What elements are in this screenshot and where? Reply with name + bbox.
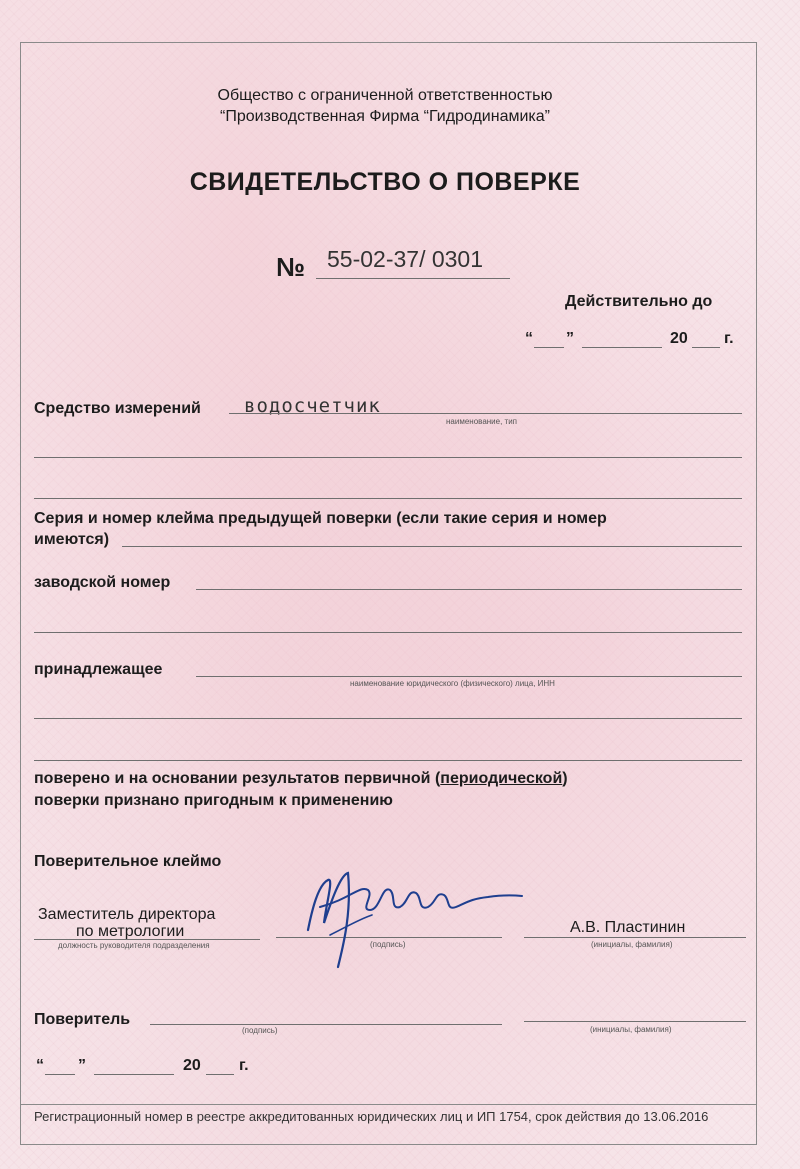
- deputy-name-caption: (инициалы, фамилия): [591, 940, 673, 949]
- valid-day-blank: [534, 347, 564, 348]
- stamp-label: Поверительное клеймо: [34, 853, 222, 870]
- number-sign: №: [276, 252, 305, 282]
- instrument-caption: наименование, тип: [446, 417, 518, 426]
- document-title: СВИДЕТЕЛЬСТВО О ПОВЕРКЕ: [189, 168, 581, 196]
- owner-underline: [196, 676, 742, 677]
- valid-until-label: Действительно до: [565, 293, 713, 310]
- sign-year-prefix: 20: [183, 1057, 201, 1074]
- deputy-name: А.В. Пластинин: [570, 919, 686, 936]
- sign-year-blank: [206, 1074, 234, 1075]
- verifier-name-caption: (инициалы, фамилия): [590, 1025, 672, 1034]
- valid-date-close-quote: ”: [566, 330, 574, 347]
- serial-label: заводской номер: [34, 574, 171, 591]
- valid-year-blank: [692, 347, 720, 348]
- owner-caption: наименование юридического (физического) лица, ИНН: [350, 679, 555, 688]
- result-suffix: ): [562, 770, 568, 787]
- footer-divider: [20, 1104, 757, 1105]
- instrument-label: Средство измерений: [34, 400, 201, 417]
- number-underline: [316, 278, 510, 279]
- prev-mark-label-line1: Серия и номер клейма предыдущей поверки (если такие серия и номер: [34, 510, 607, 527]
- instrument-underline: [229, 413, 742, 414]
- serial-extra-line: [34, 632, 742, 633]
- sign-year-suffix: г.: [239, 1057, 249, 1074]
- result-prefix: поверено и на основании результатов первичной (: [34, 770, 441, 787]
- owner-extra-line: [34, 718, 742, 719]
- sign-date-close-quote: ”: [78, 1057, 86, 1074]
- instrument-value: водосчетчик: [244, 395, 381, 417]
- sign-month-blank: [94, 1074, 174, 1075]
- verifier-signature-line: [150, 1024, 502, 1025]
- handwritten-signature: [290, 855, 530, 975]
- registration-note: Регистрационный номер в реестре аккредитованных юридических лиц и ИП 1754, срок действия до 13.06.2016: [34, 1109, 709, 1124]
- sign-day-blank: [45, 1074, 75, 1075]
- instrument-extra-line: [34, 457, 742, 458]
- valid-year-suffix: г.: [724, 330, 734, 347]
- result-periodic: периодической: [440, 770, 563, 787]
- deputy-position-line: [34, 939, 260, 940]
- verifier-signature-caption: (подпись): [242, 1026, 278, 1035]
- deputy-signature-caption: (подпись): [370, 940, 406, 949]
- page-border: [20, 42, 757, 1145]
- org-name-line2: “Производственная Фирма “Гидродинамика”: [219, 108, 550, 125]
- org-name-line1: Общество с ограниченной ответственностью: [217, 87, 553, 104]
- valid-year-prefix: 20: [670, 330, 688, 347]
- result-line1: [34, 770, 568, 788]
- serial-underline: [196, 589, 742, 590]
- certificate-number: 55-02-37/ 0301: [327, 246, 484, 272]
- sign-date-open-quote: “: [36, 1057, 44, 1074]
- prev-mark-underline: [122, 546, 742, 547]
- verifier-name-line: [524, 1021, 746, 1022]
- deputy-name-line: [524, 937, 746, 938]
- instrument-extra-line-2: [34, 498, 742, 499]
- owner-extra-line-2: [34, 760, 742, 761]
- verifier-label: Поверитель: [34, 1011, 131, 1028]
- valid-date-open-quote: “: [525, 330, 533, 347]
- deputy-position-caption: должность руководителя подразделения: [58, 941, 210, 950]
- prev-mark-label-line2: имеются): [34, 531, 110, 548]
- owner-label: принадлежащее: [34, 661, 163, 678]
- deputy-title-line2: по метрологии: [76, 923, 185, 940]
- result-line2: поверки признано пригодным к применению: [34, 792, 393, 809]
- valid-month-blank: [582, 347, 662, 348]
- deputy-title-line1: Заместитель директора: [38, 906, 216, 923]
